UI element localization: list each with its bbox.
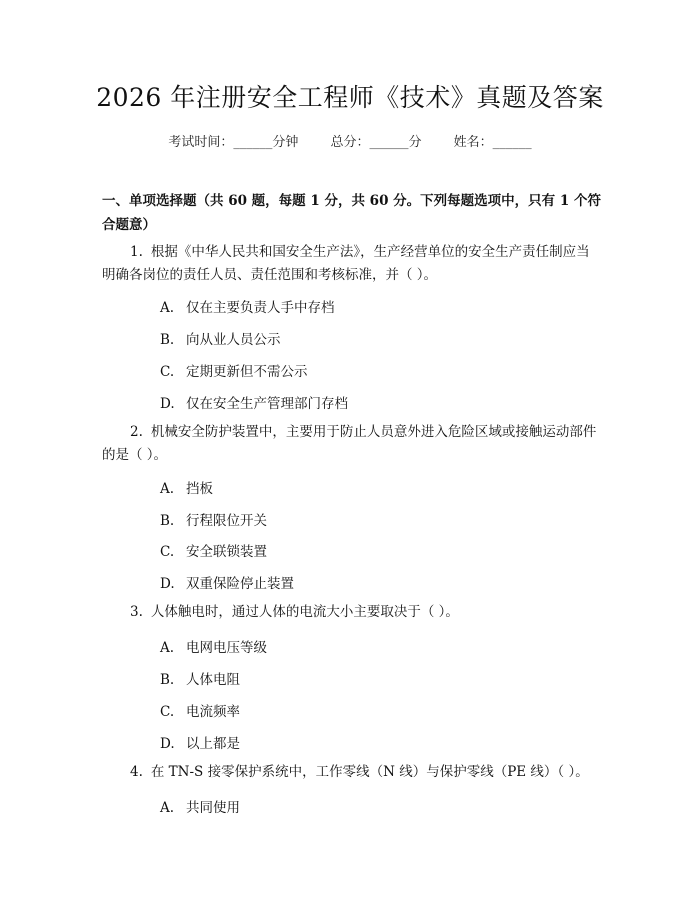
question-2-option-a xyxy=(160,477,213,497)
option-letter: B. xyxy=(160,513,175,529)
question-text: 根据《中华人民共和国安全生产法》，生产经营单位的安全生产责任制应当明确各岗位的责任人员、责任范围和考核标准，并（ ）。 xyxy=(102,244,590,283)
question-text: 机械安全防护装置中，主要用于防止人员意外进入危险区域或接触运动部件的是（ ）。 xyxy=(102,424,597,463)
option-text: 向从业人员公示 xyxy=(186,332,281,348)
question-text: 在 TN-S 接零保护系统中，工作零线（N 线）与保护零线（PE 线）（ ）。 xyxy=(150,764,589,780)
option-letter: C. xyxy=(160,544,175,560)
question-2-option-d xyxy=(160,572,294,592)
option-text: 共同使用 xyxy=(186,800,240,816)
question-3-option-d xyxy=(160,732,240,752)
exam-time-field: 考试时间：______分钟 xyxy=(168,135,299,150)
question-text: 人体触电时，通过人体的电流大小主要取决于（ ）。 xyxy=(150,604,459,620)
question-1 xyxy=(102,241,602,287)
section-heading: 一、单项选择题（共 60 题，每题 1 分，共 60 分。下列每题选项中，只有 1 个符合题意） xyxy=(102,193,601,233)
option-text: 双重保险停止装置 xyxy=(186,576,294,592)
option-text: 行程限位开关 xyxy=(186,513,267,529)
question-3-option-a xyxy=(160,636,267,656)
page-title: 2026 年注册安全工程师《技术》真题及答案 xyxy=(96,83,604,112)
exam-score-field: 总分：______分 xyxy=(330,135,422,150)
option-text: 人体电阻 xyxy=(186,672,240,688)
question-4-option-a xyxy=(160,796,240,816)
option-letter: B. xyxy=(160,332,175,348)
option-letter: A. xyxy=(160,640,175,656)
option-letter: A. xyxy=(160,800,175,816)
question-1-option-a xyxy=(160,296,335,316)
question-number: 2. xyxy=(130,424,143,440)
option-letter: D. xyxy=(160,576,175,592)
question-1-option-b xyxy=(160,328,281,348)
question-3-option-c xyxy=(160,700,240,720)
question-3 xyxy=(102,601,602,624)
option-text: 定期更新但不需公示 xyxy=(186,364,308,380)
question-2-option-b xyxy=(160,509,267,529)
question-3-option-b xyxy=(160,668,240,688)
option-text: 仅在安全生产管理部门存档 xyxy=(186,396,348,412)
option-text: 电网电压等级 xyxy=(186,640,267,656)
question-number: 1. xyxy=(130,244,143,260)
option-letter: D. xyxy=(160,736,175,752)
option-letter: A. xyxy=(160,300,175,316)
option-letter: A. xyxy=(160,481,175,497)
option-letter: C. xyxy=(160,704,175,720)
exam-name-field: 姓名：______ xyxy=(453,135,532,150)
exam-meta xyxy=(0,131,700,150)
option-text: 仅在主要负责人手中存档 xyxy=(186,300,335,316)
option-text: 以上都是 xyxy=(186,736,240,752)
question-4 xyxy=(102,761,602,784)
question-number: 3. xyxy=(130,604,143,620)
question-1-option-d xyxy=(160,392,348,412)
question-2 xyxy=(102,421,602,467)
option-letter: B. xyxy=(160,672,175,688)
option-text: 电流频率 xyxy=(186,704,240,720)
option-text: 安全联锁装置 xyxy=(186,544,267,560)
question-1-option-c xyxy=(160,360,308,380)
option-letter: C. xyxy=(160,364,175,380)
question-2-option-c xyxy=(160,540,267,560)
option-text: 挡板 xyxy=(186,481,213,497)
question-number: 4. xyxy=(130,764,143,780)
option-letter: D. xyxy=(160,396,175,412)
